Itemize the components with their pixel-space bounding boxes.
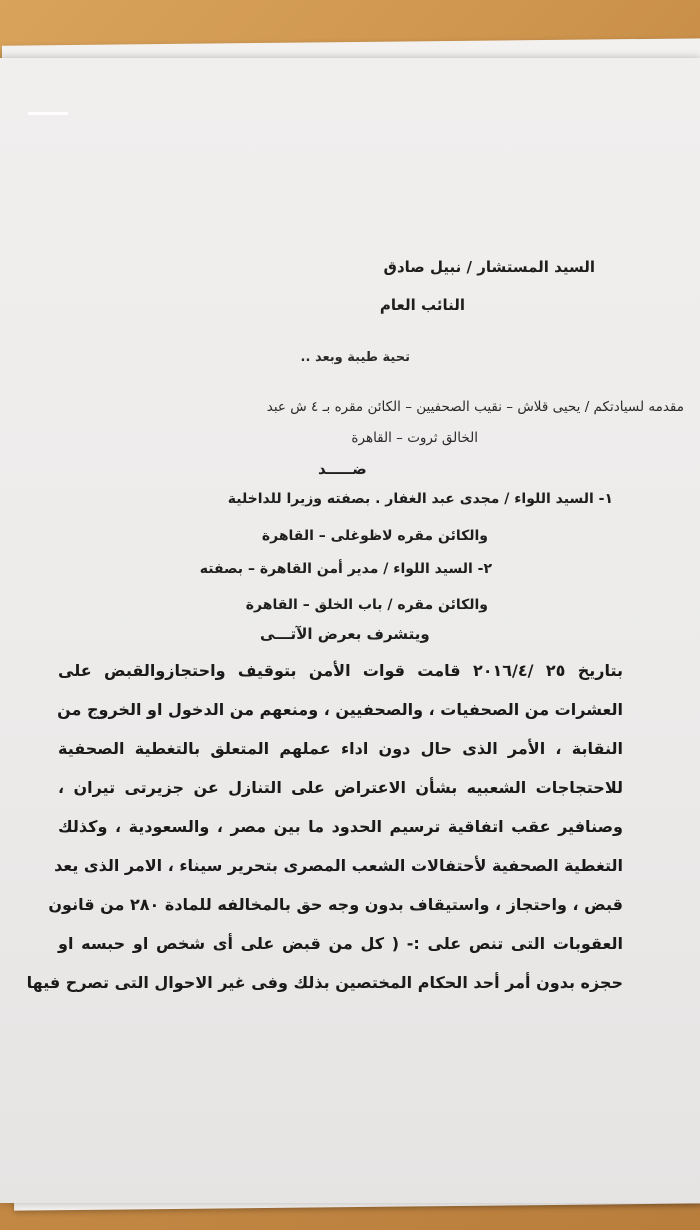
body-line-8: العقوبات التى تنص على :- ( كل من قبض على أى شخص او حبسه او (58, 934, 623, 953)
paper-mark (28, 112, 68, 115)
party1-line2: والكائن مقره لاظوغلى – القاهرة (261, 528, 488, 544)
party2-line2: والكائن مقره / باب الخلق – القاهرة (245, 597, 488, 613)
body-line-7: قبض ، واحتجاز ، واستيقاف بدون وجه حق بالمخالفه للمادة ٢٨٠ من قانون (48, 895, 623, 914)
intro-line-1: مقدمه لسيادتكم / يحيى قلاش – نقيب الصحفيين – الكائن مقره بـ ٤ ش عبد (266, 399, 684, 415)
body-line-6: التغطية الصحفية لأحتفالات الشعب المصرى بتحرير سيناء ، الامر الذى يعد (54, 856, 623, 875)
recipient-title: النائب العام (379, 296, 465, 314)
honor-line: ويتشرف بعرض الآتـــى (260, 625, 430, 643)
body-line-1: بتاريخ ٢٥ /٢٠١٦/٤ قامت قوات الأمن بتوقيف واحتجازوالقبض على (58, 661, 623, 680)
body-line-3: النقابة ، الأمر الذى حال دون اداء عملهم المتعلق بالتغطية الصحفية (58, 739, 623, 758)
document-page (0, 58, 700, 1203)
party1-line1: ١- السيد اللواء / مجدى عبد الغفار . بصفته وزيرا للداخلية (227, 491, 613, 507)
intro-line-2: الخالق ثروت – القاهرة (351, 430, 478, 446)
greeting: تحية طيبة وبعد .. (300, 350, 410, 365)
party2-line1: ٢- السيد اللواء / مدير أمن القاهرة – بصفته (199, 561, 492, 577)
body-line-2: العشرات من الصحفيات ، والصحفيين ، ومنعهم من الدخول او الخروج من (57, 700, 623, 719)
against-heading: ضـــــد (318, 460, 367, 478)
body-line-9: حجزه بدون أمر أحد الحكام المختصين بذلك وفى غير الاحوال التى تصرح فيها (26, 973, 623, 992)
body-line-5: وصنافير عقب اتفاقية ترسيم الحدود ما بين مصر ، والسعودية ، وكذلك (58, 817, 623, 836)
body-line-4: للاحتجاجات الشعبيه بشأن الاعتراض على التنازل عن جزيرتى تيران ، (58, 778, 623, 797)
recipient-line: السيد المستشار / نبيل صادق (383, 258, 595, 276)
